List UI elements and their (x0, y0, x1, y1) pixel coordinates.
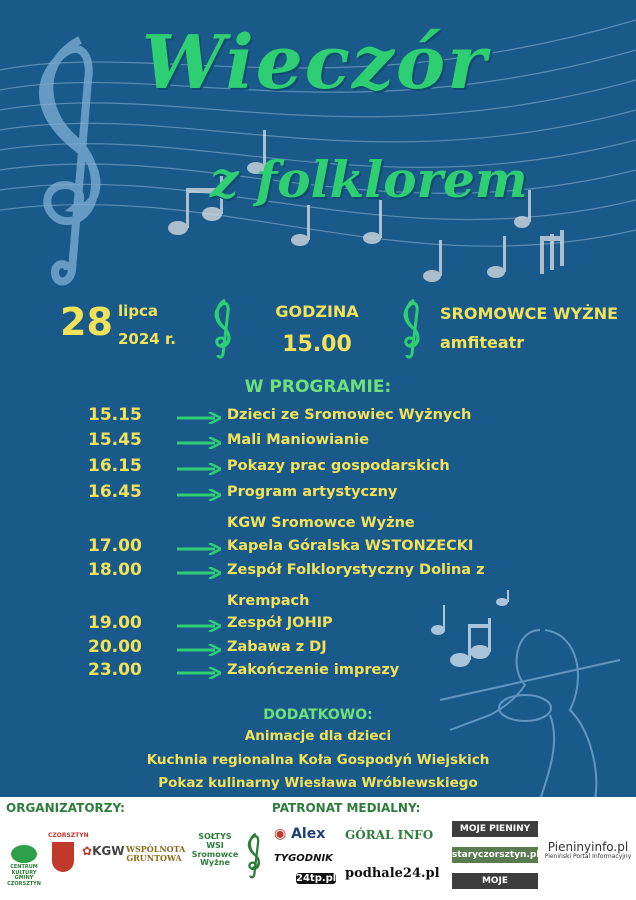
event-hour: 15.00 (282, 332, 352, 357)
event-venue: amfiteatr (440, 333, 525, 352)
program-time: 16.15 (88, 456, 142, 476)
program-act: Dzieci ze Sromowiec Wyżnych (227, 407, 472, 423)
extra-item: Animacje dla dzieci (244, 728, 392, 744)
staryczorsztyn-logo: staryczorsztyn.pl (452, 847, 538, 863)
program-act: Kapela Góralska WSTONZECKI (227, 538, 474, 554)
program-row (0, 536, 636, 560)
media-heading: PATRONAT MEDIALNY: (272, 801, 421, 815)
program-heading: W PROGRAMIE: (244, 377, 392, 397)
goral-info-logo: GÓRAL INFO (345, 828, 434, 842)
title-line-1: Wieczór (141, 20, 489, 106)
arrow-right-icon (177, 644, 221, 656)
moje-bieszczady-logo: MOJE BIESZCZADY (452, 873, 538, 889)
arrow-right-icon (177, 620, 221, 632)
treble-clef-icon (43, 40, 96, 282)
event-month: lipca (118, 302, 159, 320)
program-row (0, 482, 636, 506)
event-year: 2024 r. (118, 330, 176, 348)
treble-clef-icon (396, 296, 430, 360)
hour-label: GODZINA (275, 302, 359, 321)
program-act: Pokazy prac gospodarskich (227, 458, 450, 474)
program-row (0, 405, 636, 429)
program-act: Zespół Folklorystyczny Dolina z (227, 562, 485, 578)
24tp-logo: 24tp.pl (296, 873, 337, 884)
program-act: Mali Maniowianie (227, 432, 369, 448)
alex-radio-logo: ◉ Alex (274, 826, 326, 842)
centrum-kultury-logo: CENTRUM KULTURY GMINY CZORSZTYN (4, 845, 44, 887)
extra-item: Kuchnia regionalna Koła Gospodyń Wiejskich (146, 752, 490, 768)
arrow-right-icon (177, 489, 221, 501)
program-row (0, 560, 636, 584)
organizers-heading: ORGANIZATORZY: (6, 801, 125, 815)
violinist-illustration (420, 590, 636, 800)
podhale24-logo: podhale24.pl (345, 866, 440, 881)
program-row (0, 456, 636, 480)
arrow-right-icon (177, 543, 221, 555)
czorsztyn-crest-logo: CZORSZTYN (48, 833, 78, 872)
program-row (0, 430, 636, 454)
sponsor-footer (0, 797, 636, 900)
program-time: 15.15 (88, 405, 142, 425)
program-time: 17.00 (88, 536, 142, 556)
program-act: KGW Sromowce Wyżne (227, 515, 415, 531)
arrow-right-icon (177, 667, 221, 679)
program-time: 20.00 (88, 637, 142, 657)
program-time: 23.00 (88, 660, 142, 680)
program-time: 19.00 (88, 613, 142, 633)
arrow-right-icon (177, 463, 221, 475)
treble-clef-icon (242, 827, 268, 883)
arrow-right-icon (177, 567, 221, 579)
arrow-right-icon (177, 437, 221, 449)
program-act: Program artystyczny (227, 484, 398, 500)
extras-heading: DODATKOWO: (263, 707, 373, 723)
program-act: Zabawa z DJ (227, 639, 327, 655)
arrow-right-icon (177, 412, 221, 424)
moje-pieniny-logo: MOJE PIENINY (452, 821, 538, 837)
tygodnik-podhalanski-logo: TYGODNIK (274, 853, 333, 864)
program-time: 15.45 (88, 430, 142, 450)
extra-item: Pokaz kulinarny Wiesława Wróblewskiego (158, 775, 478, 791)
program-row (0, 513, 636, 537)
program-act: Zespół JOHIP (227, 615, 333, 631)
program-time: 16.45 (88, 482, 142, 502)
event-place: SROMOWCE WYŻNE (440, 304, 619, 323)
kgw-logo: ✿KGW (82, 844, 125, 858)
program-time: 18.00 (88, 560, 142, 580)
event-day: 28 (60, 300, 113, 344)
program-act: Zakończenie imprezy (227, 662, 400, 678)
program-act: Krempach (227, 593, 310, 609)
pieninyinfo-logo: Pieninyinfo.pl Pieniński Portal Informacyjny (544, 840, 632, 861)
title-line-2: z folklorem (210, 150, 528, 209)
treble-clef-icon (207, 296, 241, 360)
soltys-logo: SOŁTYS WSI Sromowce Wyżne (191, 832, 239, 868)
wspolnota-gruntowa-logo: WSPÓLNOTA GRUNTOWA (126, 844, 186, 863)
